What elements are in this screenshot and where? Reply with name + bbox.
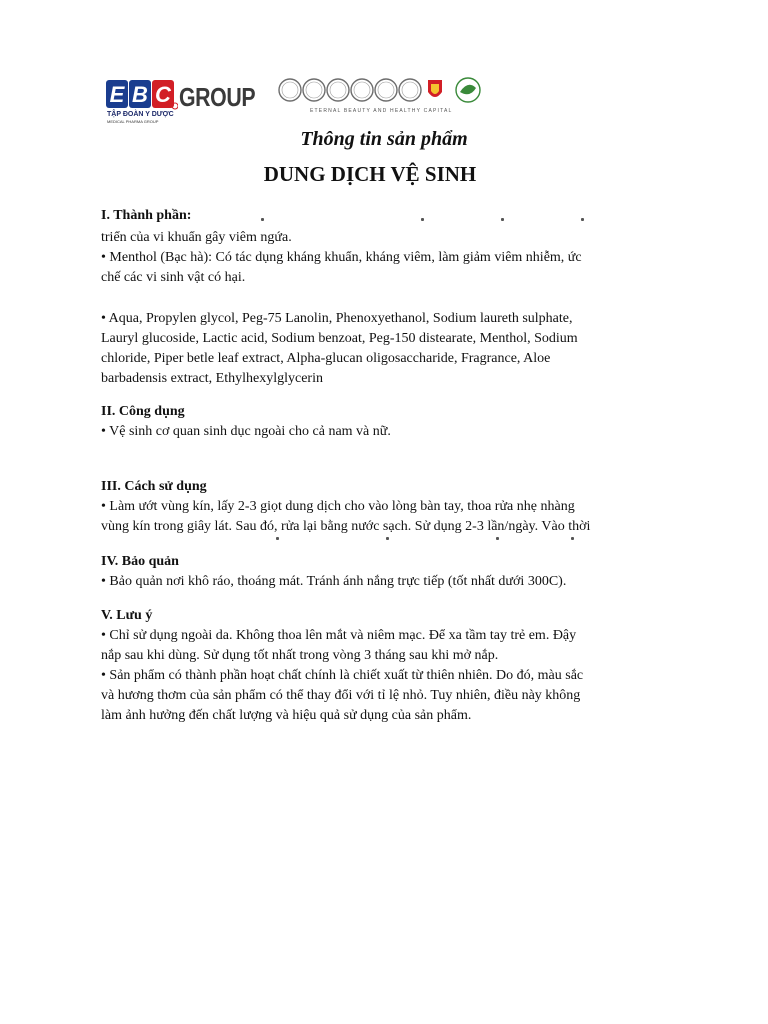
logo-subtitle: TẬP ĐOÀN Y DƯỢC	[107, 111, 174, 118]
section-heading-ingredients: I. Thành phần:	[101, 208, 192, 223]
paragraph-line: barbadensis extract, Ethylhexylglycerin	[101, 371, 323, 386]
paragraph-line: làm ảnh hưởng đến chất lượng và hiệu quả sử dụng của sản phẩm.	[101, 708, 472, 723]
paragraph-line: • Menthol (Bạc hà): Có tác dụng kháng khuẩn, kháng viêm, làm giảm viêm nhiễm, ức	[101, 250, 582, 265]
paragraph-line: nắp sau khi dùng. Sử dụng tốt nhất trong vòng 3 tháng sau khi mở nắp.	[101, 648, 499, 663]
paragraph-line: • Làm ướt vùng kín, lấy 2-3 giọt dung dịch cho vào lòng bàn tay, thoa rửa nhẹ nhàng	[101, 499, 575, 514]
ebc-group-logo	[106, 78, 256, 128]
section-heading-uses: II. Công dụng	[101, 404, 185, 419]
section-heading-notes: V. Lưu ý	[101, 608, 153, 623]
section-heading-usage: III. Cách sử dụng	[101, 479, 207, 494]
ebc-logo-mark	[106, 78, 178, 112]
paragraph-line: vùng kín trong giây lát. Sau đó, rửa lại bằng nước sạch. Sử dụng 2-3 lần/ngày. Vào thời	[101, 519, 591, 534]
clipped-text-marks	[101, 537, 601, 541]
clipped-text-marks	[101, 218, 601, 222]
paragraph-line: Lauryl glucoside, Lactic acid, Sodium benzoat, Peg-150 distearate, Menthol, Sodium	[101, 331, 578, 346]
paragraph-line: • Chỉ sử dụng ngoài da. Không thoa lên mắt và niêm mạc. Để xa tầm tay trẻ em. Đậy	[101, 628, 577, 643]
paragraph-line: chế các vi sinh vật có hại.	[101, 270, 246, 285]
svg-text:B: B	[132, 82, 148, 107]
logo-subtitle-english: MEDICAL PHARMA GROUP	[107, 119, 159, 124]
cert-tagline: ETERNAL BEAUTY AND HEALTHY CAPITAL	[310, 108, 453, 114]
cert-badges-icon	[278, 76, 488, 110]
document-title: DUNG DỊCH VỆ SINH	[263, 162, 477, 186]
paragraph-line: • Vệ sinh cơ quan sinh dục ngoài cho cả nam và nữ.	[101, 424, 391, 439]
document-header	[0, 0, 768, 130]
paragraph-line: và hương thơm của sản phẩm có thể thay đổi với tỉ lệ nhỏ. Tuy nhiên, điều này không	[101, 688, 581, 703]
certification-badges	[278, 76, 488, 120]
paragraph-line: • Sản phẩm có thành phần hoạt chất chính là chiết xuất từ thiên nhiên. Do đó, màu sắc	[101, 668, 584, 683]
section-heading-storage: IV. Bảo quản	[101, 554, 179, 569]
paragraph-line: chloride, Piper betle leaf extract, Alpha-glucan oligosaccharide, Fragrance, Aloe	[101, 351, 551, 366]
logo-group-text: GROUP	[179, 82, 256, 112]
svg-text:E: E	[109, 82, 125, 107]
paragraph-line: • Aqua, Propylen glycol, Peg-75 Lanolin, Phenoxyethanol, Sodium laureth sulphate,	[101, 311, 573, 326]
paragraph-line: • Bảo quản nơi khô ráo, thoáng mát. Tránh ánh nắng trực tiếp (tốt nhất dưới 300C).	[101, 574, 567, 589]
document-subtitle: Thông tin sản phẩm	[300, 128, 468, 150]
paragraph-line: triển của vi khuẩn gây viêm ngứa.	[101, 230, 292, 245]
svg-text:C: C	[155, 82, 171, 107]
